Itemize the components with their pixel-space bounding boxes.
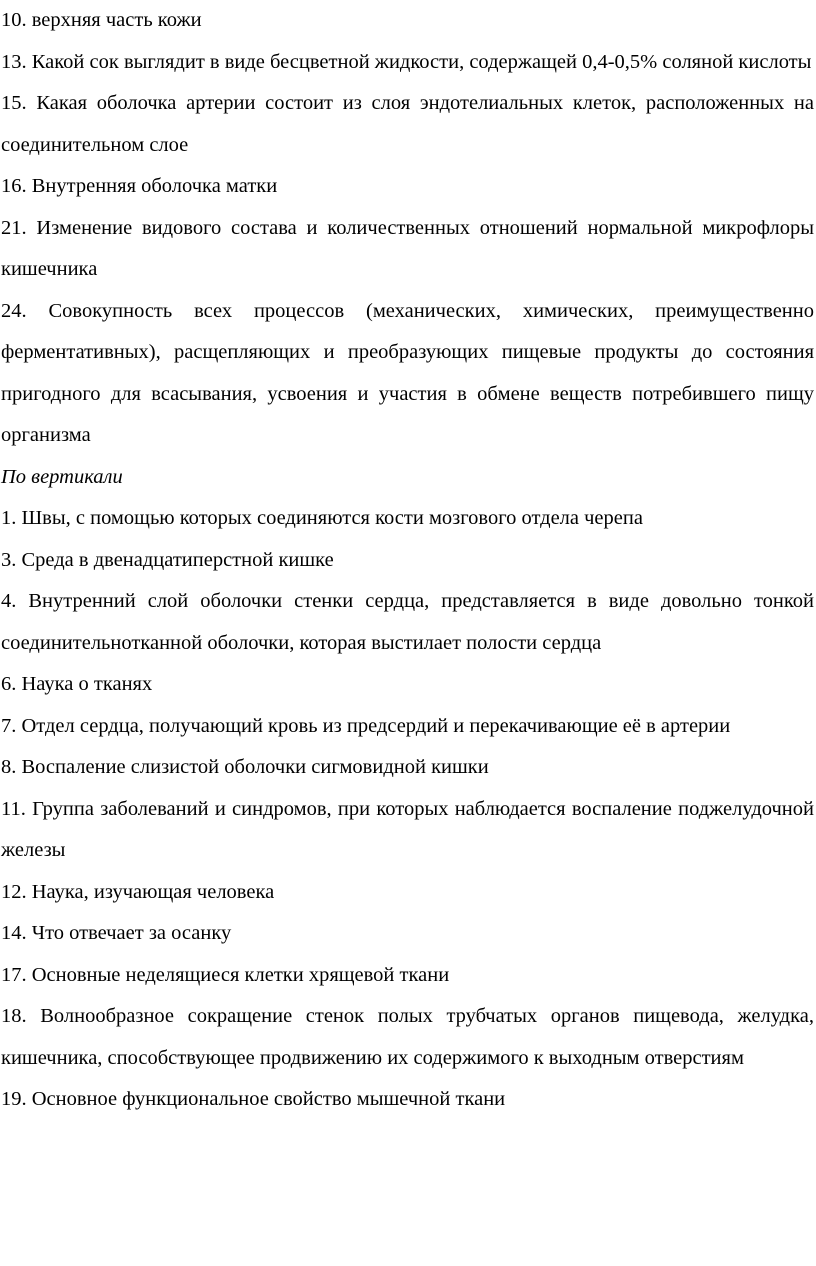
- clue-horizontal-10: 10. верхняя часть кожи: [1, 9, 202, 31]
- clue-vertical-18: 18. Волнообразное сокращение стенок полых трубчатых органов пищевода, желудка, кишечника, способствующее продвижению их содержимого к выходным отверстиям: [1, 1005, 814, 1069]
- clue-vertical-12: 12. Наука, изучающая человека: [1, 880, 275, 903]
- clue-vertical-11: 11. Группа заболеваний и синдромов, при которых наблюдается воспаление поджелудочной железы: [1, 797, 814, 861]
- clue-vertical-8: 8. Воспаление слизистой оболочки сигмовидной кишки: [1, 756, 489, 778]
- clue-vertical-3: 3. Среда в двенадцатиперстной кишке: [1, 548, 334, 571]
- clue-horizontal-21: 21. Изменение видового состава и количественных отношений нормальной микрофлоры кишечника: [1, 216, 814, 280]
- clue-vertical-14: 14. Что отвечает за осанку: [1, 922, 232, 944]
- clue-vertical-6: 6. Наука о тканях: [1, 673, 153, 695]
- section-heading-vertical: По вертикали: [1, 465, 123, 488]
- clue-horizontal-15: 15. Какая оболочка артерии состоит из слоя эндотелиальных клеток, расположенных на соединительном слое: [1, 92, 814, 156]
- clue-vertical-17: 17. Основные неделящиеся клетки хрящевой ткани: [1, 963, 450, 986]
- clue-vertical-4: 4. Внутренний слой оболочки стенки сердца, представляется в виде довольно тонкой соединительнотканной оболочки, которая выстилает полости сердца: [1, 590, 814, 654]
- clue-vertical-19: 19. Основное функциональное свойство мышечной ткани: [1, 1088, 506, 1110]
- clue-vertical-7: 7. Отдел сердца, получающий кровь из предсердий и перекачивающие её в артерии: [1, 714, 731, 737]
- clue-horizontal-13: 13. Какой сок выглядит в виде бесцветной жидкости, содержащей 0,4-0,5% соляной кислоты: [1, 50, 812, 73]
- clue-horizontal-16: 16. Внутренняя оболочка матки: [1, 175, 278, 197]
- clue-vertical-1: 1. Швы, с помощью которых соединяются кости мозгового отдела черепа: [1, 507, 643, 529]
- clue-horizontal-24: 24. Совокупность всех процессов (механических, химических, преимущественно ферментативных), расщепляющих и преобразующих пищевые продукты до состояния пригодного для всасывания, усвоения и участия в обмене веществ потребившего пищу организма: [1, 299, 814, 446]
